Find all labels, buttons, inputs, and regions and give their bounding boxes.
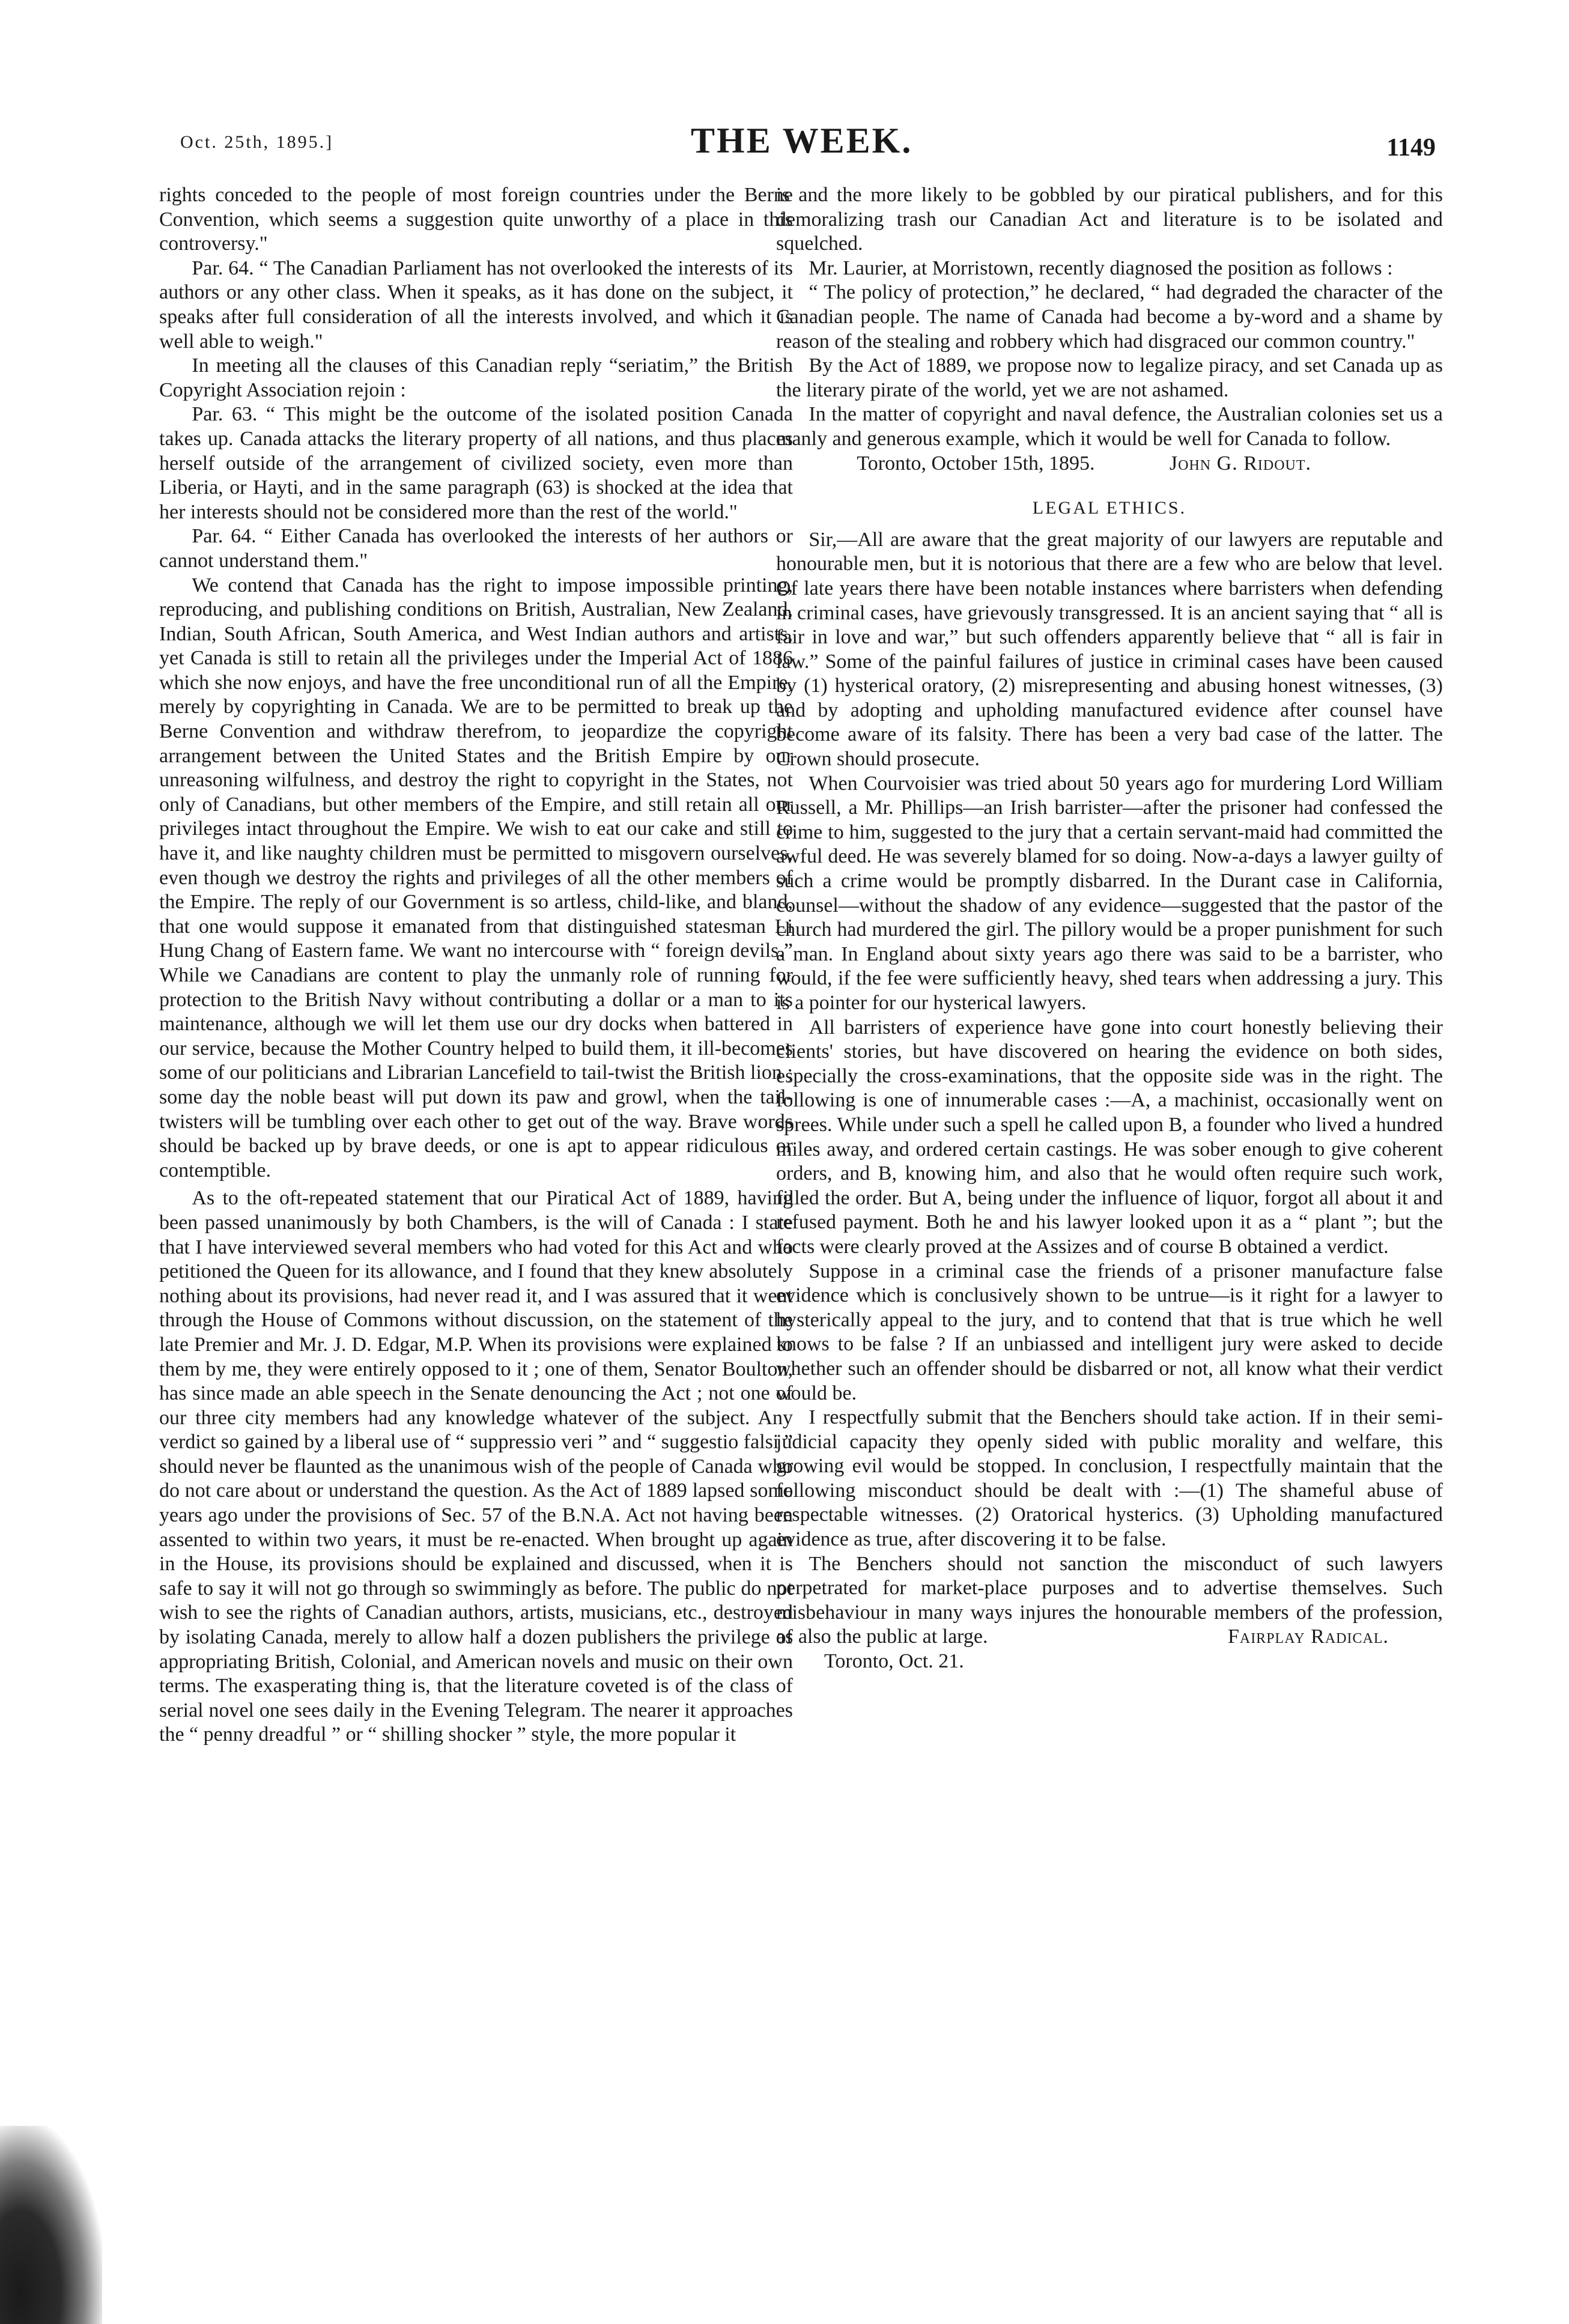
paragraph: As to the oft-repeated statement that our Piratical Act of 1889, having been passed unanimously by both Chambers, is the will of Canada : I state that I have interviewed several members who had voted for this Act and who petitioned the Queen for its allowance, and I found that they knew absolutely nothing about its provisions, had never read it, and I was assured that it went through the House of Commons without discussion, on the statement of the late Premier and Mr. J. D. Edgar, M.P. When its provisions were explained to them by me, they were entirely opposed to it ; one of them, Senator Boulton, has since made an able speech in the Senate denouncing the Act ; not one of our three city members had any knowledge whatever of the subject. Any verdict so gained by a liberal use of “ suppressio veri ” and “ suggestio falsi ” should never be flaunted as the unanimous wish of the people of Canada who do not care about or understand the question. As the Act of 1889 lapsed some years ago under the provisions of Sec. 57 of the B.N.A. Act not having been assented to within two years, it must be re-enacted. When brought up again in the House, its provisions should be explained and discussed, when it is safe to say it will not go through so swimmingly as before. The public do not wish to see the rights of Canadian authors, artists, musicians, etc., destroyed by isolating Canada, merely to allow half a dozen publishers the privilege of appropriating British, Colonial, and American novels and music on their own terms. The exasperating thing is, that the literature coveted is of the class of serial novel one sees daily in the Evening Telegram. The nearer it approaches the “ penny dreadful ” or “ shilling shocker ” style, the more popular it [159, 1187, 793, 1746]
paragraph: In the matter of copyright and naval defence, the Australian colonies set us a manly and generous example, which it would be well for Canada to follow. [776, 403, 1443, 450]
left-column [159, 183, 793, 1747]
paragraph: rights conceded to the people of most foreign countries under the Berne Convention, which seems a suggestion quite unworthy of a place in this controversy." [159, 184, 793, 255]
right-column [776, 183, 1443, 1674]
scan-shadow-mark [0, 2126, 102, 2324]
letter-place-date: Toronto, Oct. 21. [824, 1650, 964, 1673]
paragraph: is and the more likely to be gobbled by our piratical publishers, and for this demoralizing trash our Canadian Act and literature is to be isolated and squelched. [776, 184, 1443, 255]
letter-signature: Fairplay Radical. [1227, 1625, 1389, 1648]
paragraph: Mr. Laurier, at Morristown, recently diagnosed the position as follows : [809, 256, 1393, 279]
signoff-place-date: Toronto, October 15th, 1895. [857, 452, 1095, 475]
quotation: “ The policy of protection,” he declared, “ had degraded the character of the Canadian people. The name of Canada had become a by-word and a shame by reason of the stealing and robbery which had disgraced our common country." [776, 281, 1443, 353]
paragraph: By the Act of 1889, we propose now to legalize piracy, and set Canada up as the literary pirate of the world, yet we are not ashamed. [776, 354, 1443, 401]
page-number: 1149 [1386, 134, 1436, 162]
publication-title: THE WEEK. [691, 121, 913, 160]
page-header [180, 120, 1436, 174]
paragraph: I respectfully submit that the Benchers should take action. If in their semi-judicial capacity they openly sided with public morality and welfare, this growing evil would be stopped. In conclusion, I respectfully maintain that the following misconduct should be dealt with :—(1) The shameful abuse of respectable witnesses. (2) Oratorical hysterics. (3) Upholding manufactured evidence as true, after discovering it to be false. [776, 1406, 1443, 1551]
paragraph: Sir,—All are aware that the great majority of our lawyers are reputable and honourable men, but it is notorious that there are a few who are below that level. Of late years there have been notable instances where barristers when defending in criminal cases, have grievously transgressed. It is an ancient saying that “ all is fair in love and war,” but such offenders apparently believe that “ all is fair in law.” Some of the painful failures of justice in criminal cases have been caused by (1) hysterical oratory, (2) misrepresenting and abusing honest witnesses, (3) and by adopting and upholding manufactured evidence after counsel have become aware of its falsity. There has been a very bad case of the latter. The Crown should prosecute. [776, 528, 1443, 771]
section-title: LEGAL ETHICS. [1032, 498, 1187, 518]
paragraph: Par. 64. “ The Canadian Parliament has not overlooked the interests of its authors or any other class. When it speaks, as it has done on the subject, it speaks after full consideration of all the interests involved, and which it is well able to weigh." [159, 256, 793, 353]
paragraph: Par. 63. “ This might be the outcome of the isolated position Canada takes up. Canada attacks the literary property of all nations, and thus places herself outside of the arrangement of civilized society, even more than Liberia, or Hayti, and in the same paragraph (63) is shocked at the idea that her interests should not be considered more than the rest of the world." [159, 403, 793, 523]
letter-signoff [776, 452, 1443, 476]
signoff-author: John G. Ridout. [1169, 452, 1312, 475]
paragraph: Par. 64. “ Either Canada has overlooked the interests of her authors or cannot understand them." [159, 525, 793, 572]
paragraph: Suppose in a criminal case the friends of a prisoner manufacture false evidence which is conclusively shown to be untrue—is it right for a lawyer to hysterically appeal to the jury, and to contend that that is true which he well knows to be false ? If an unbiassed and intelligent jury were asked to decide whether such an offender should be disbarred or not, all know what their verdict would be. [776, 1260, 1443, 1404]
paragraph: We contend that Canada has the right to impose impossible printing, reproducing, and publishing conditions on British, Australian, New Zealand, Indian, South African, South America, and West Indian authors and artists, yet Canada is still to retain all the privileges under the Imperial Act of 1886 which she now enjoys, and have the free unconditional run of all the Empire, merely by copyrighting in Canada. We are to be permitted to break up the Berne Convention and withdraw therefrom, to jeopardize the copyright arrangement between the United States and the British Empire by our unreasoning wilfulness, and destroy the right to copyright in the States, not only of Canadians, but other members of the Empire, and still retain all our privileges intact throughout the Empire. We wish to eat our cake and still to have it, and like naughty children must be permitted to misgovern ourselves, even though we destroy the rights and privileges of all the other members of the Empire. The reply of our Government is so artless, child-like, and bland, that one would suppose it emanated from that distinguished statesman Li Hung Chang of Eastern fame. We want no intercourse with “ foreign devils.” While we Canadians are content to play the unmanly role of running for protection to the British Navy without contributing a dollar or a man to its maintenance, although we will let them use our dry docks when battered in our service, because the Mother Country helped to build them, it ill-becomes some of our politicians and Librarian Lancefield to tail-twist the British lion ; some day the noble beast will put down its paw and growl, when the tail-twisters will be tumbling over each other to get out of the way. Brave words should be backed up by brave deeds, or one is apt to appear ridiculous or contemptible. [159, 574, 793, 1182]
paragraph: The Benchers should not sanction the misconduct of such lawyers perpetrated for market-place purposes and to advertise themselves. Such misbehaviour in many ways injures the honourable members of the profession, as also the public at large. [776, 1552, 1443, 1648]
paragraph: In meeting all the clauses of this Canadian reply “seriatim,” the British Copyright Association rejoin : [159, 354, 793, 401]
issue-date: Oct. 25th, 1895.] [180, 132, 334, 152]
paragraph: When Courvoisier was tried about 50 years ago for murdering Lord William Russell, a Mr. Phillips—an Irish barrister—after the prisoner had confessed the crime to him, suggested to the jury that a certain servant-maid had committed the awful deed. He was severely blamed for so doing. Now-a-days a lawyer guilty of such a crime would be promptly disbarred. In the Durant case in California, counsel—without the shadow of any evidence—suggested that the pastor of the church had murdered the girl. The pillory would be a proper punishment for such a man. In England about sixty years ago there was said to be a barrister, who would, if the fee were sufficiently heavy, shed tears when addressing a jury. This is a pointer for our hysterical lawyers. [776, 772, 1443, 1014]
paragraph: All barristers of experience have gone into court honestly believing their clients' stories, but have discovered on hearing the evidence on both sides, especially the cross-examinations, that the opposite side was in the right. The following is one of innumerable cases :—A, a machinist, occasionally went on sprees. While under such a spell he called upon B, a founder who lived a hundred miles away, and ordered certain castings. He was sober enough to give coherent orders, and B, knowing him, and also that he would often require such work, filled the order. But A, being under the influence of liquor, forgot all about it and refused payment. Both he and his lawyer looked upon it as a “ plant ”; but the facts were clearly proved at the Assizes and of course B obtained a verdict. [776, 1016, 1443, 1258]
